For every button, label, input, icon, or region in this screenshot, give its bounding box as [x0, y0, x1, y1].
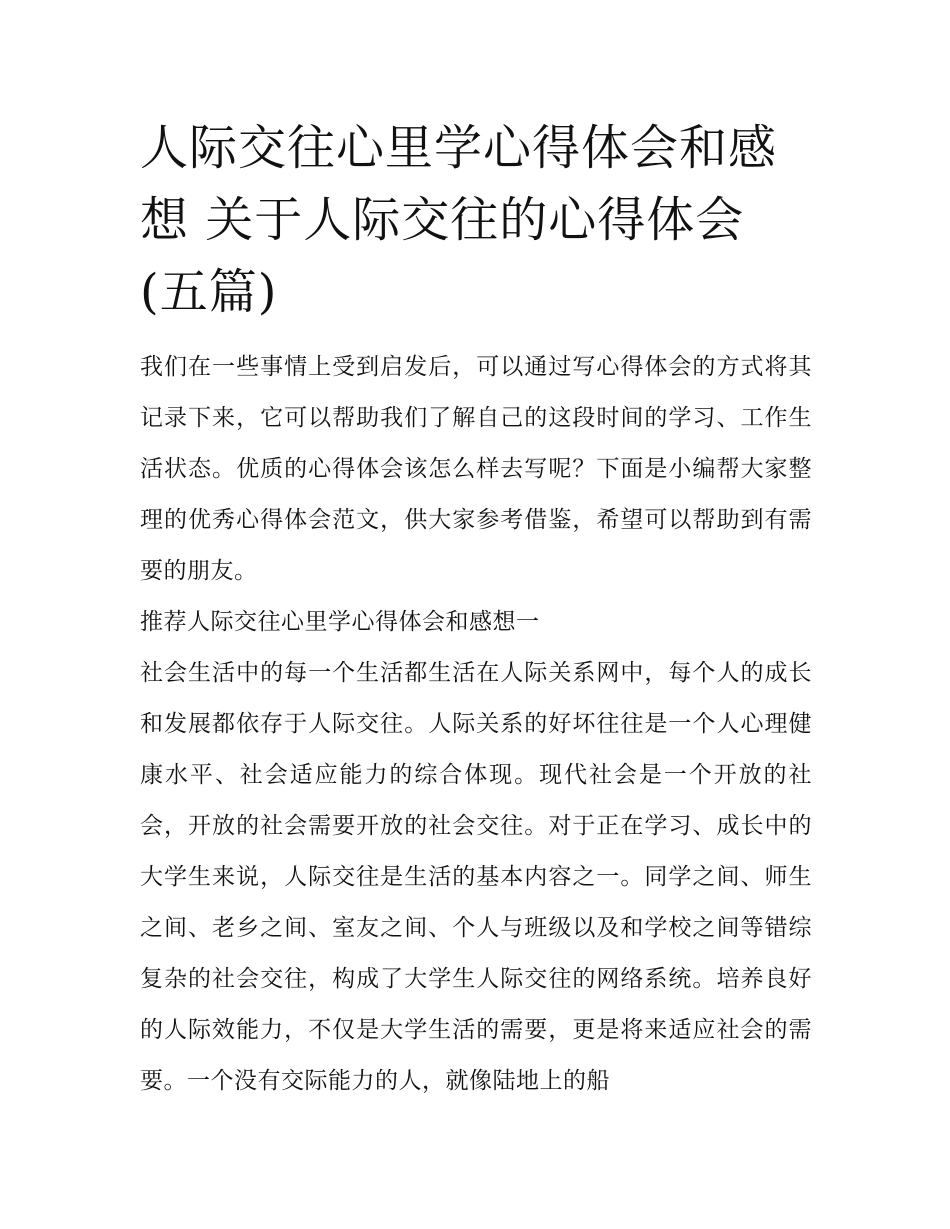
- intro-paragraph: 我们在一些事情上受到启发后，可以通过写心得体会的方式将其记录下来，它可以帮助我们了解自己的这段时间的学习、工作生活状态。优质的心得体会该怎么样去写呢？下面是小编帮大家整理的优秀心得体会范文，供大家参考借鉴，希望可以帮助到有需要的朋友。: [140, 354, 812, 584]
- document-page: [140, 112, 812, 1107]
- body-paragraph: 社会生活中的每一个生活都生活在人际关系网中，每个人的成长和发展都依存于人际交往。人际关系的好坏往往是一个人心理健康水平、社会适应能力的综合体现。现代社会是一个开放的社会，开放的社会需要开放的社会交往。对于正在学习、成长中的大学生来说，人际交往是生活的基本内容之一。同学之间、师生之间、老乡之间、室友之间、个人与班级以及和学校之间等错综复杂的社会交往，构成了大学生人际交往的网络系统。培养良好的人际效能力，不仅是大学生活的需要，更是将来适应社会的需要。一个没有交际能力的人，就像陆地上的船: [140, 660, 812, 1094]
- document-title: 人际交往心里学心得体会和感想 关于人际交往的心得体会(五篇): [140, 120, 778, 320]
- section-heading: 推荐人际交往心里学心得体会和感想一: [140, 609, 540, 635]
